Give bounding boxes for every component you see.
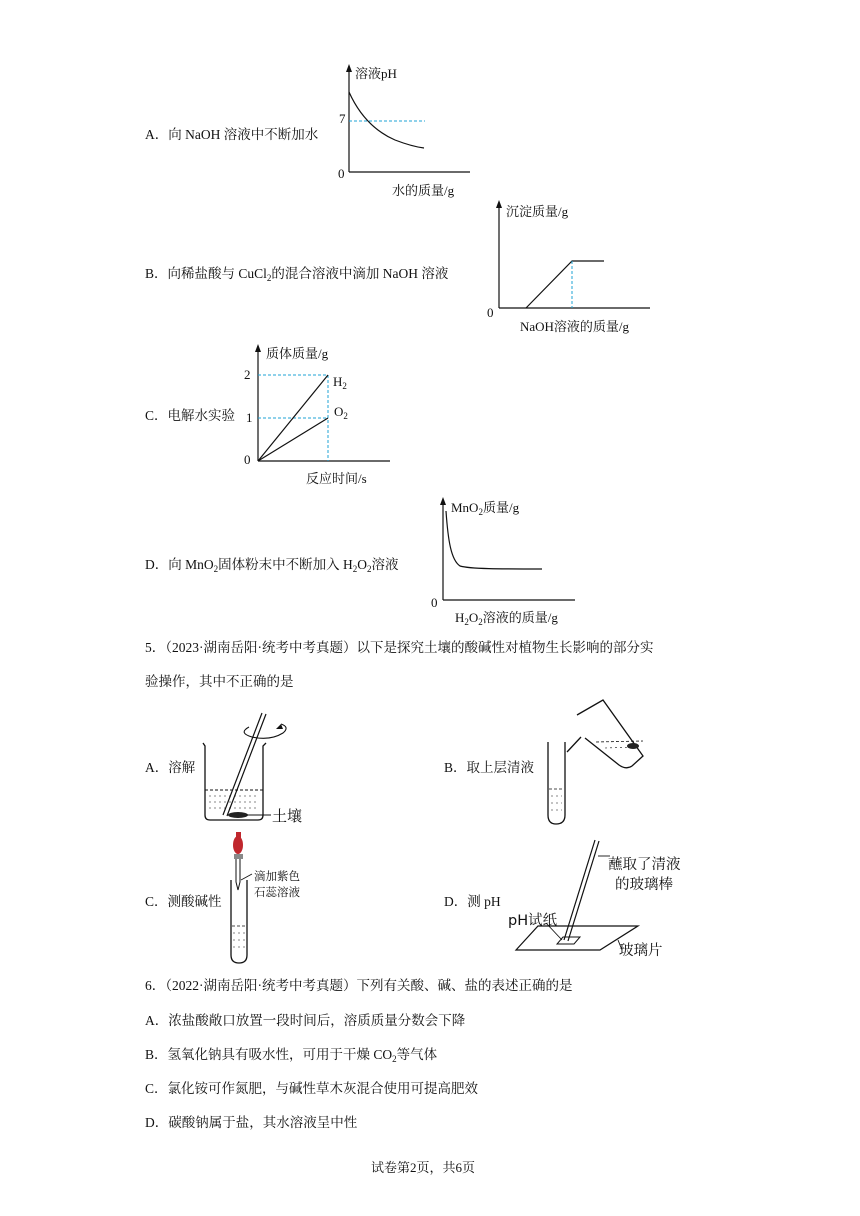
chart-c-tick-2: 2: [244, 367, 251, 382]
chart-c-series-h2: $H_2$: [333, 374, 347, 391]
glass-label: 玻璃片: [619, 943, 663, 959]
option-a-label: A．向 NaOH 溶液中不断加水: [145, 127, 319, 142]
chart-d-ylabel: MnO$_2$质量/g: [451, 500, 520, 517]
q5-option-c: C．测酸碱性: [145, 894, 222, 909]
chart-d-xlabel: $H_2O_2$溶液的质量/g: [455, 610, 558, 627]
chart-c-xlabel: 反应时间/s: [306, 471, 367, 486]
chart-b-origin: 0: [487, 305, 494, 320]
q5-option-d: D．测 pH: [444, 894, 501, 909]
chart-a-tick-7: 7: [339, 111, 346, 126]
option-c-label: C．电解水实验: [145, 408, 236, 423]
q5-stem-line1: 5．（2023·湖南岳阳·统考中考真题）以下是探究土壤的酸碱性对植物生长影响的部分实: [145, 640, 654, 655]
rod-label: 蘸取了清液 的玻璃棒: [608, 857, 681, 893]
chart-b-xlabel: NaOH溶液的质量/g: [520, 319, 630, 334]
option-b-label: B．向稀盐酸与 CuCl$_2$的混合溶液中滴加 NaOH 溶液: [145, 266, 449, 283]
q6-option-a: A．浓盐酸敞口放置一段时间后，溶质质量分数会下降: [145, 1013, 466, 1028]
q5-option-a: A．溶解: [145, 760, 196, 775]
chart-c-tick-1: 1: [246, 410, 253, 425]
soil-label: 土壤: [272, 807, 303, 825]
q6-option-d: D．碳酸钠属于盐，其水溶液呈中性: [145, 1115, 358, 1130]
q6-stem: 6．（2022·湖南岳阳·统考中考真题）下列有关酸、碱、盐的表述正确的是: [145, 978, 573, 993]
chart-b-ylabel: 沉淀质量/g: [506, 204, 569, 219]
q6-option-c: C．氯化铵可作氮肥，与碱性草木灰混合使用可提高肥效: [145, 1081, 479, 1096]
chart-a-xlabel: 水的质量/g: [392, 183, 455, 198]
chart-d-origin: 0: [431, 595, 438, 610]
option-d-label: D．向 MnO$_2$固体粉末中不断加入 $H_2O_2$溶液: [145, 557, 399, 574]
chart-c-origin: 0: [244, 452, 251, 467]
chart-c-series-o2: $O_2$: [334, 404, 348, 421]
chart-a-ylabel: 溶液pH: [355, 66, 397, 81]
chart-a-origin: 0: [338, 166, 345, 181]
paper-label: pH试纸: [508, 913, 558, 929]
q6-option-b: B．氢氧化钠具有吸水性，可用于干燥 $CO_2$等气体: [145, 1047, 438, 1064]
drop-label: 滴加紫色 石蕊溶液: [254, 869, 300, 899]
q5-option-b: B．取上层清液: [444, 760, 535, 775]
q5-stem-line2: 验操作，其中不正确的是: [145, 674, 294, 689]
chart-c-ylabel: 质体质量/g: [266, 346, 329, 361]
page-footer: 试卷第2页，共6页: [371, 1160, 476, 1175]
